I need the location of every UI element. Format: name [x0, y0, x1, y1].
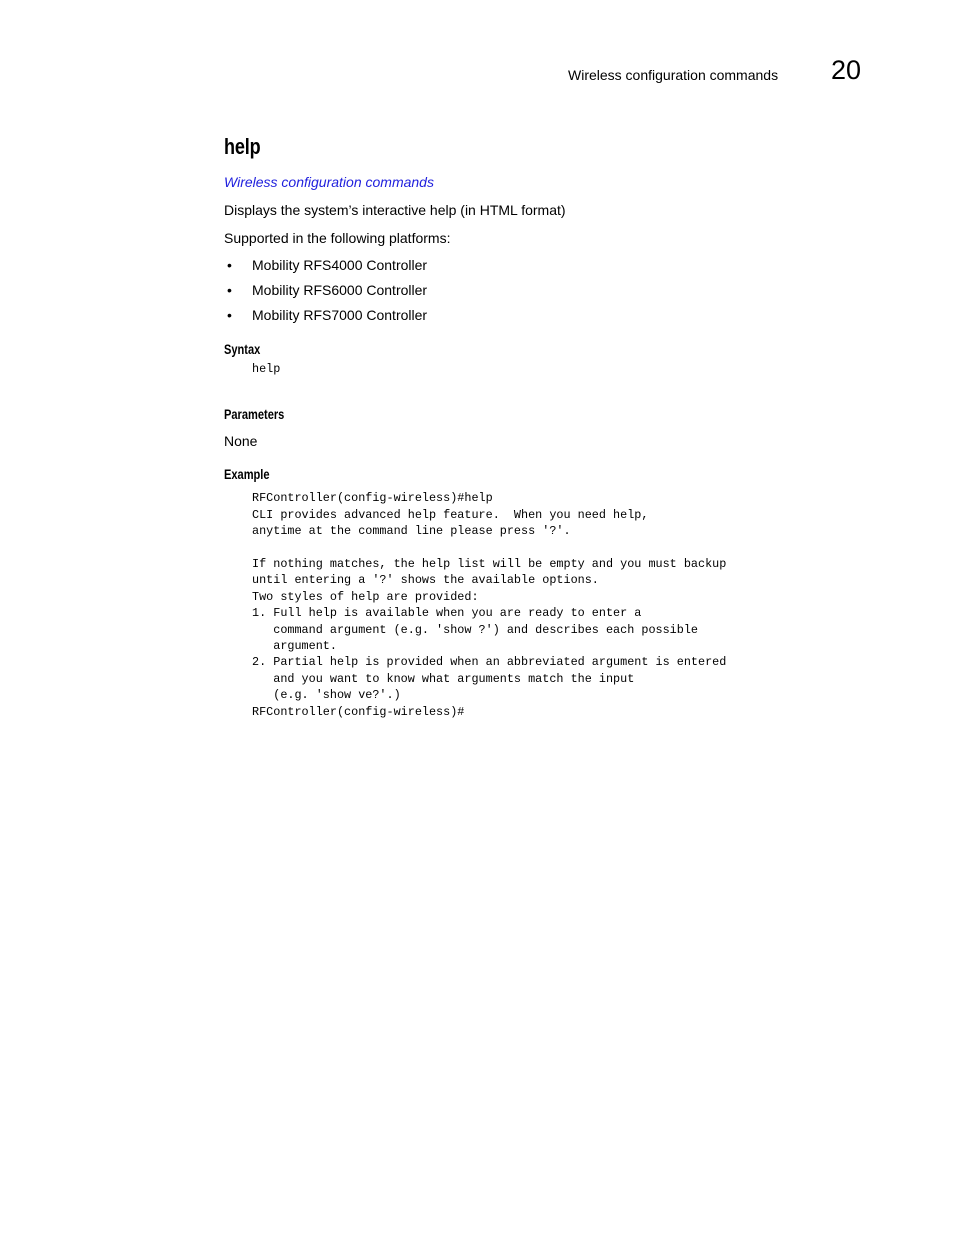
example-code-block: RFController(config-wireless)#help CLI provides advanced help feature. When you need help, anytime at the command line please press '?'. If nothing matches, the help list will be empty and you must backup until entering a '?' shows the available options. Two styles of help are provided: 1. Full help is available when you are ready to enter a command argument (e.g. 'show ?') and describes each possible argument. 2. Partial help is provided when an abbreviated argument is entered and you want to know what arguments match the input (e.g. 'show ve?'.) RFController(config-wireless)# — [252, 491, 727, 719]
platform-name: Mobility RFS4000 Controller — [252, 257, 428, 273]
description-text: Displays the system’s interactive help (in HTML format) — [224, 202, 566, 218]
platform-list — [224, 256, 844, 324]
platform-name: Mobility RFS6000 Controller — [252, 282, 428, 298]
syntax-heading: Syntax — [224, 342, 261, 357]
syntax-code: help — [252, 362, 281, 376]
list-item — [224, 256, 844, 274]
platforms-intro-text: Supported in the following platforms: — [224, 230, 451, 246]
platform-name: Mobility RFS7000 Controller — [252, 307, 428, 323]
list-item — [224, 306, 844, 324]
page-title: help — [224, 134, 261, 159]
bullet-icon: • — [227, 282, 232, 298]
cross-reference-link[interactable]: Wireless configuration commands — [224, 174, 434, 190]
chapter-number: 20 — [831, 55, 862, 85]
parameters-heading: Parameters — [224, 407, 285, 423]
example-heading: Example — [224, 467, 270, 483]
bullet-icon: • — [227, 307, 232, 323]
bullet-icon: • — [227, 257, 232, 273]
page-content — [224, 133, 844, 720]
running-header: Wireless configuration commands — [568, 67, 779, 83]
list-item — [224, 281, 844, 299]
parameters-text: None — [224, 433, 258, 450]
